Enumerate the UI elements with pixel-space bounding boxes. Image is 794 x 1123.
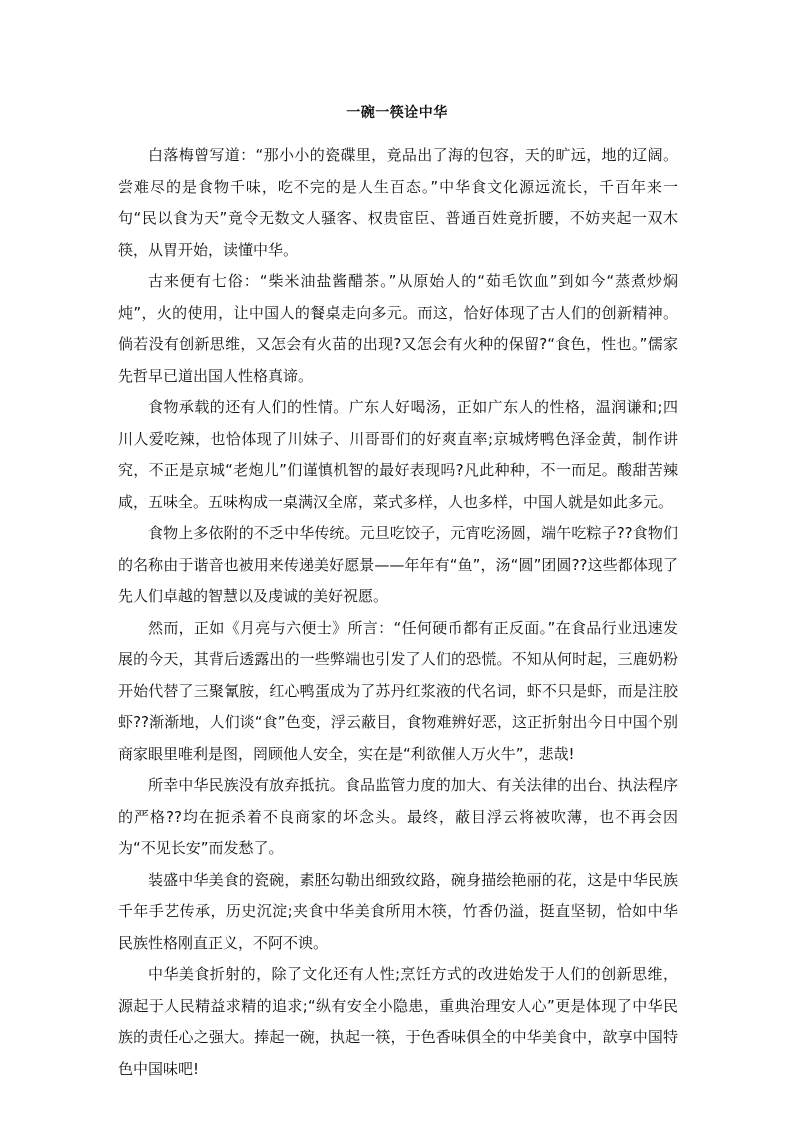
paragraph-7: 装盛中华美食的瓷碗，素胚勾勒出细致纹路，碗身描绘艳丽的花，这是中华民族千年手艺传承，历史沉淀;夹食中华美食所用木筷，竹香仍溢，挺直坚韧，恰如中华民族性格刚直正义，不阿不谀。 (118, 870, 678, 952)
paragraph-1: 白落梅曾写道：“那小小的瓷碟里，竟品出了海的包容，天的旷远，地的辽阔。尝难尽的是食物千味，吃不完的是人生百态。”中华食文化源远流长，千百年来一句“民以食为天”竟令无数文人骚客、权贵宦臣、普通百姓竟折腰，不妨夹起一双木筷，从胃开始，读懂中华。 (118, 146, 678, 259)
paragraph-8: 中华美食折射的，除了文化还有人性;烹饪方式的改进始发于人们的创新思维，源起于人民精益求精的追求;“纵有安全小隐患，重典治理安人心”更是体现了中华民族的责任心之强大。捧起一碗，执起一筷，于色香味俱全的中华美食中，歆享中国特色中国味吧! (118, 965, 678, 1078)
document-body (118, 140, 678, 1085)
paragraph-2: 古来便有七俗：“柴米油盐酱醋茶。”从原始人的“茹毛饮血”到如今“蒸煮炒焖炖”，火的使用，让中国人的餐桌走向多元。而这，恰好体现了古人们的创新精神。倘若没有创新思维，又怎会有火苗的出现?又怎会有火种的保留?“食色，性也。”儒家先哲早已道出国人性格真谛。 (118, 272, 678, 385)
paragraph-6: 所幸中华民族没有放弃抵抗。食品监管力度的加大、有关法律的出台、执法程序的严格??均在扼杀着不良商家的坏念头。最终，蔽目浮云将被吹薄，也不再会因为“不见长安”而发愁了。 (118, 776, 678, 857)
paragraph-5: 然而，正如《月亮与六便士》所言：“任何硬币都有正反面。”在食品行业迅速发展的今天，其背后透露出的一些弊端也引发了人们的恐慌。不知从何时起，三鹿奶粉开始代替了三聚氰胺，红心鸭蛋成为了苏丹红浆液的代名词，虾不只是虾，而是注胶虾??渐渐地，人们谈“食”色变，浮云蔽目，食物难辨好恶，这正折射出今日中国个别商家眼里唯利是图，罔顾他人安全，实在是“利欲催人万火牛”，悲哉! (118, 618, 678, 763)
document-title: 一碗一筷诠中华 (346, 105, 448, 121)
paragraph-4: 食物上多依附的不乏中华传统。元旦吃饺子，元宵吃汤圆，端午吃粽子??食物们的名称由于谐音也被用来传递美好愿景——年年有“鱼”，汤“圆”团圆??这些都体现了先人们卓越的智慧以及虔诚的美好祝愿。 (118, 524, 678, 605)
paragraph-3: 食物承载的还有人们的性情。广东人好喝汤，正如广东人的性格，温润谦和;四川人爱吃辣，也恰体现了川妹子、川哥哥们的好爽直率;京城烤鸭色泽金黄，制作讲究，不正是京城“老炮儿”们谨慎机智的最好表现吗?凡此种种，不一而足。酸甜苦辣咸，五味全。五味构成一桌满汉全席，菜式多样，人也多样，中国人就是如此多元。 (118, 398, 678, 511)
